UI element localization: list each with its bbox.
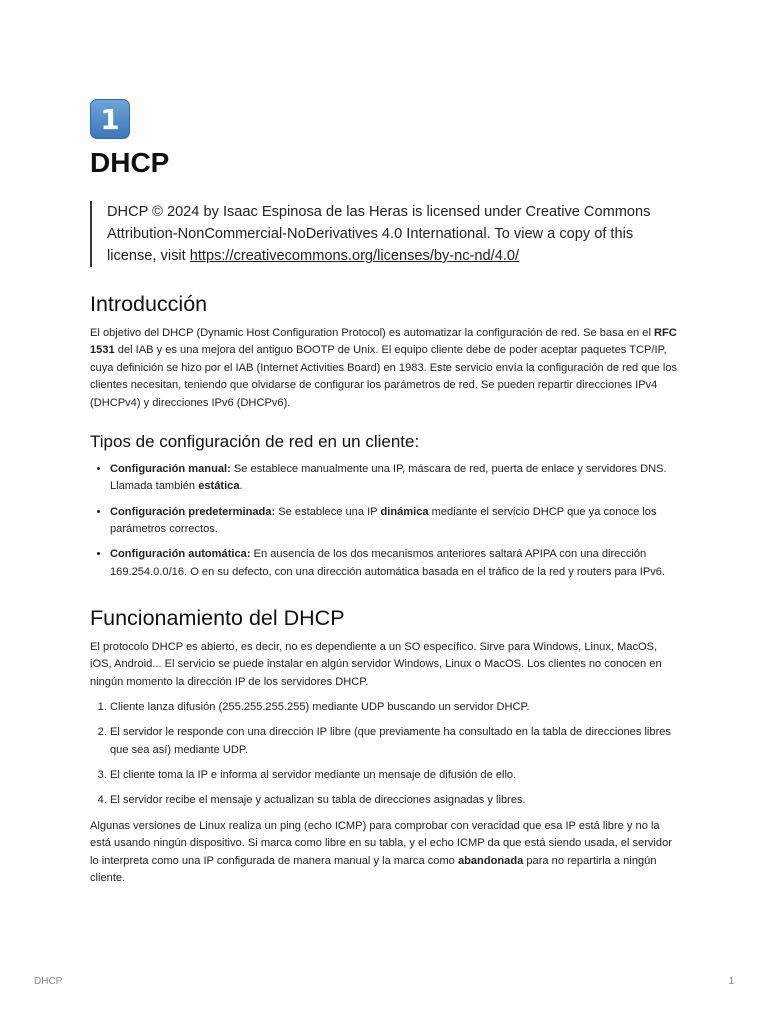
item-term: Configuración automática: <box>110 548 251 561</box>
item-term: Configuración predeterminada: <box>110 505 276 518</box>
tipos-list <box>90 461 680 581</box>
list-item: 3. El cliente toma la IP e informa al servidor mediante un mensaje de difusión de ello. <box>110 767 680 784</box>
item-text: Se establece manualmente una IP, máscara de red, puerta de enlace y servidores DNS. Llamada también <box>110 463 667 493</box>
intro-heading: Introducción <box>90 292 208 316</box>
list-item: 1. Cliente lanza difusión (255.255.255.255) mediante UDP buscando un servidor DHCP. <box>110 699 680 716</box>
tipos-heading: Tipos de configuración de red en un cliente: <box>90 432 420 452</box>
license-link[interactable]: https://creativecommons.org/licenses/by-nc-nd/4.0/ <box>189 248 520 264</box>
page-number: 1 <box>728 976 734 987</box>
funcionamiento-heading: Funcionamiento del DHCP <box>90 606 345 631</box>
funcionamiento-intro: El protocolo DHCP es abierto, es decir, no es dependiente a un SO específico. Sirve para Windows, Linux, MacOS, iOS, Android... El servicio se puede instalar en algún servidor Windows, Linux o MacOS. Los clientes no conocen en ningún momento la dirección IP de los servidores DHCP. <box>90 641 662 688</box>
document-page <box>90 99 680 887</box>
list-item <box>110 504 680 539</box>
steps-list <box>90 699 680 809</box>
item-emphasis: estática <box>198 480 240 493</box>
item-emphasis: dinámica <box>380 505 429 518</box>
license-text: DHCP © 2024 by Isaac Espinosa de las Heras is licensed under Creative Commons Attribution-NonCommercial-NoDerivatives 4.0 International. To view a copy of this license, visit <box>107 204 651 264</box>
intro-paragraph <box>90 325 680 412</box>
item-text-end: mediante el servicio DHCP que ya conoce los parámetros correctos. <box>110 505 657 536</box>
footer-title: DHCP <box>34 976 63 987</box>
badge-digit: 1 <box>100 102 120 136</box>
item-term: Configuración manual: <box>110 463 231 476</box>
item-text: En ausencia de los dos mecanismos anteriores saltará APIPA con una dirección 169.254.0.0/16. O en su defecto, con una dirección automática basada en el tráfico de la red y routers para IPv6. <box>110 548 666 578</box>
intro-text-1: El objetivo del DHCP (Dynamic Host Configuration Protocol) es automatizar la configuración de red. Se basa en el <box>90 327 655 339</box>
closing-emphasis: abandonada <box>457 854 524 867</box>
list-item <box>110 546 680 581</box>
item-text: Se establece una IP <box>275 505 381 518</box>
keycap-digit-one-icon <box>90 99 130 139</box>
closing-text-2: para no repartirla a ningún cliente. <box>90 854 657 884</box>
list-item <box>110 461 680 496</box>
rfc-reference: RFC 1531 <box>90 327 677 357</box>
intro-text-2: del IAB y es una mejora del antiguo BOOTP de Unix. El equipo cliente debe de poder aceptar paquetes TCP/IP, cuya definición se hizo por el IAB (Internet Activities Board) en 1983. Este servicio envía la configuración de red que los clientes necesitan, teniendo que olvidarse de configurar los parámetros de red. Se pueden repartir direcciones IPv4 (DHCPv4) y direcciones IPv6 (DHCPv6). <box>90 344 678 409</box>
item-text-end: . <box>239 480 243 493</box>
closing-text-1: Algunas versiones de Linux realiza un ping (echo ICMP) para comprobar con veracidad que esa IP está libre y no la está usando ningún dispositivo. Si marca como libre en su tabla, y el echo ICMP da que está siendo usada, el servidor lo interpreta como una IP configurada de manera manual y la marca como <box>90 819 672 867</box>
list-item: 2. El servidor le responde con una dirección IP libre (que previamente ha consultado en la tabla de direcciones libres que sea así) mediante UDP. <box>110 724 680 759</box>
closing-paragraph <box>90 818 680 888</box>
license-quote <box>90 201 680 267</box>
list-item: 4. El servidor recibe el mensaje y actualizan su tabla de direcciones asignadas y libres. <box>110 792 680 809</box>
page-title: DHCP <box>90 147 170 178</box>
